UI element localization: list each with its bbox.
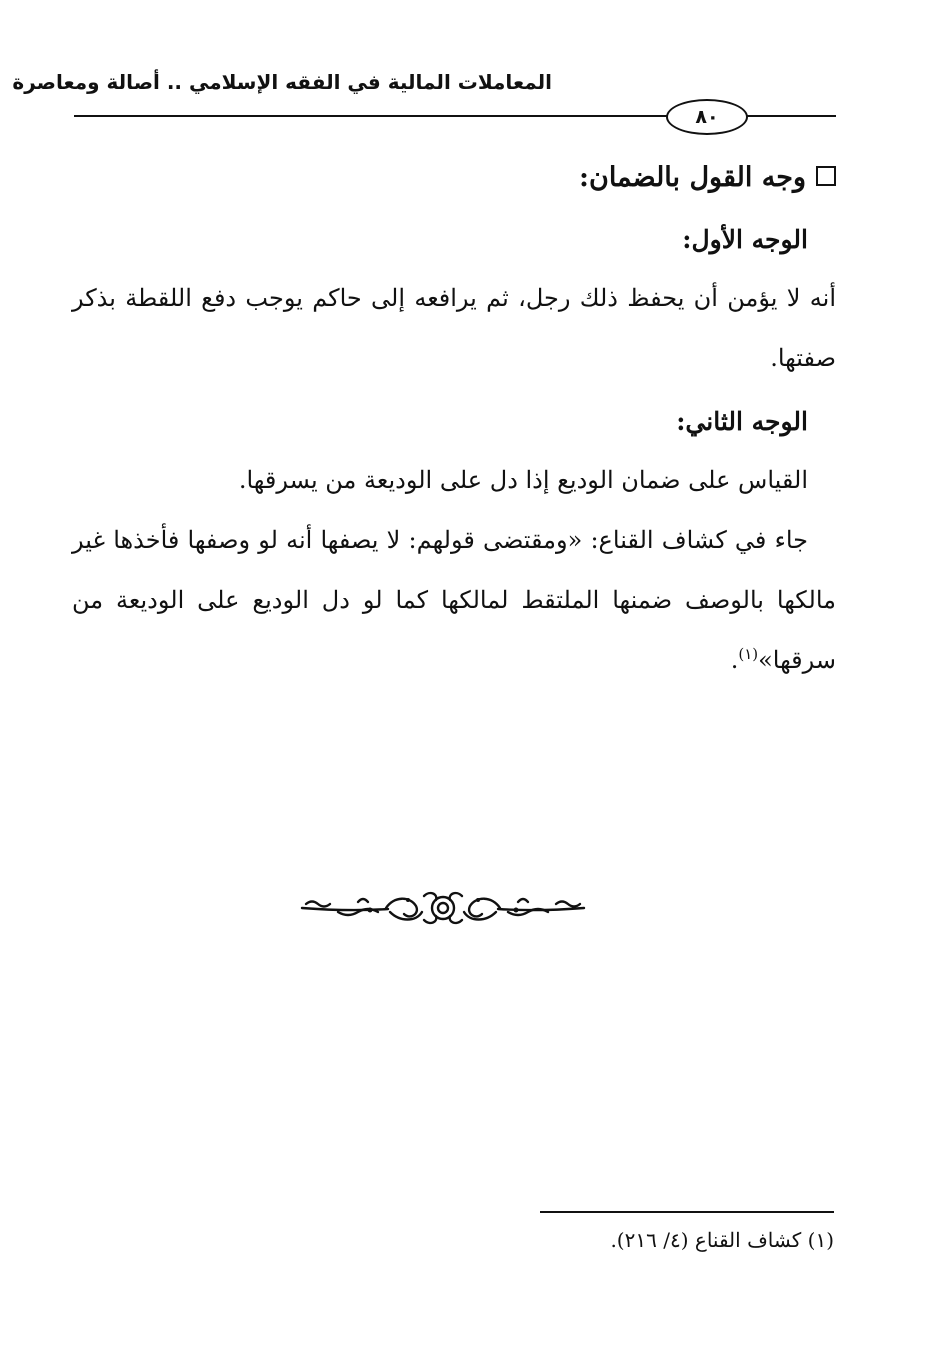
second-aspect-paragraph: القياس على ضمان الوديع إذا دل على الوديعة من يسرقها. (238, 466, 808, 494)
footnote-text: كشاف القناع (٤/ ٢١٦). (610, 1228, 802, 1252)
section-heading-text: وجه القول بالضمان: (579, 162, 806, 193)
checkbox-icon (816, 166, 836, 186)
footnote-marker: (١) (807, 1228, 834, 1252)
footnote-item (300, 1228, 834, 1252)
page-number: ٨٠ (666, 99, 748, 135)
section-heading (72, 150, 836, 206)
footnote-rule (540, 1211, 834, 1213)
quote-end-punctuation: . (730, 646, 739, 674)
quote-text: جاء في كشاف القناع: «ومقتضى قولهم: لا يصفها أنه لو وصفها فأخذها غير مالكها بالوصف ضمنها الملتقط لمالكها كما لو دل الوديع على الوديعة من سرقها» (72, 526, 836, 674)
first-aspect-heading: الوجه الأول: (682, 225, 808, 254)
quote-paragraph (72, 510, 836, 690)
footnote-reference: (١) (738, 645, 759, 663)
page-body (72, 150, 836, 690)
second-aspect-heading: الوجه الثاني: (676, 407, 808, 436)
first-aspect-paragraph: أنه لا يؤمن أن يحفظ ذلك رجل، ثم يرافعه إلى حاكم يوجب دفع اللقطة بذكر صفتها. (72, 284, 836, 372)
running-header-title: المعاملات المالية في الفقه الإسلامي .. أصالة ومعاصرة (12, 70, 552, 94)
ornament-divider (298, 888, 588, 928)
